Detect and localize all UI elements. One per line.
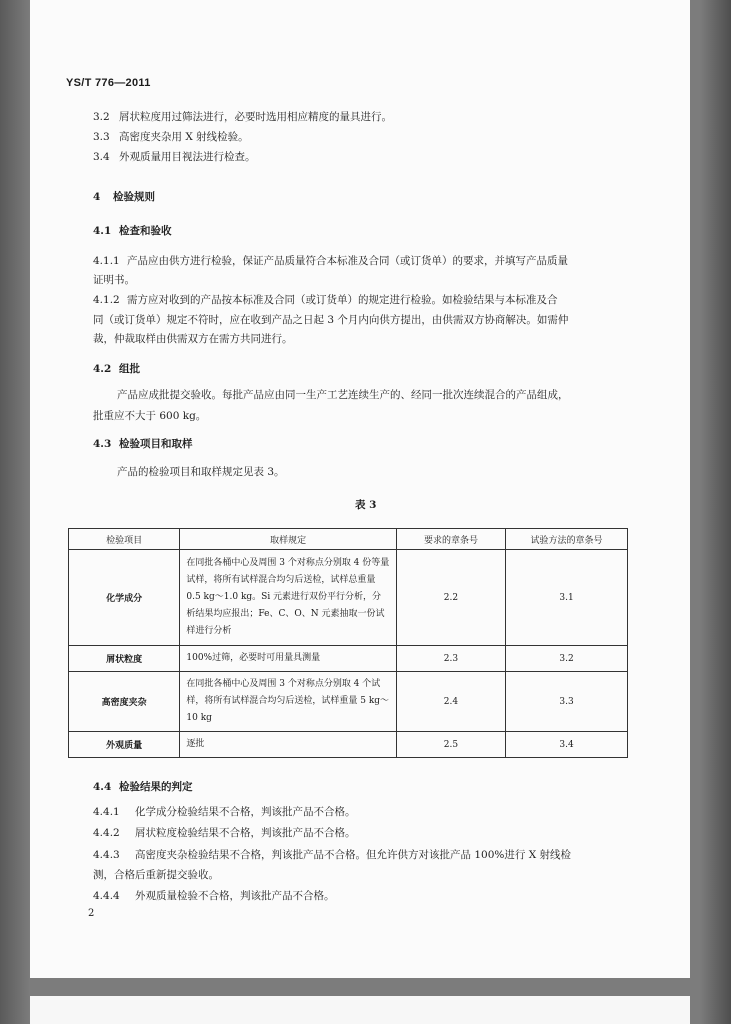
clause-4-1-2-line3: 裁，仲裁取样由供需双方在需方共同进行。 <box>93 333 293 345</box>
section-4-1-heading: 4.1 检查和验收 <box>93 225 172 237</box>
clause-4-3-text: 产品的检验项目和取样规定见表 3。 <box>117 466 285 478</box>
clause-4-1-2-line2: 同（或订货单）规定不符时，应在收到产品之日起 3 个月内向供方提出，由供需双方协商解决。如需仲 <box>93 314 569 326</box>
table-row <box>69 672 628 732</box>
cell-item: 化学成分 <box>69 550 180 646</box>
cell-method: 3.2 <box>506 646 628 672</box>
cell-clause: 2.3 <box>396 646 505 672</box>
cell-method: 3.1 <box>506 550 628 646</box>
cell-item: 高密度夹杂 <box>69 672 180 732</box>
clause-3-4: 3.4 外观质量用目视法进行检查。 <box>93 151 256 163</box>
table-caption: 表 3 <box>355 499 377 511</box>
clause-4-1-1-line1: 4.1.1 产品应由供方进行检验，保证产品质量符合本标准及合同（或订货单）的要求，并填写产品质量 <box>93 255 568 267</box>
next-page-edge <box>30 996 690 1024</box>
cell-item: 屑状粒度 <box>69 646 180 672</box>
clause-4-2-line1: 产品应成批提交验收。每批产品应由同一生产工艺连续生产的、经同一批次连续混合的产品组成， <box>117 389 569 401</box>
table-header-row <box>69 529 628 550</box>
clause-3-3: 3.3 高密度夹杂用 X 射线检验。 <box>93 131 249 143</box>
inspection-table <box>68 528 628 758</box>
page-number: 2 <box>88 908 95 919</box>
table-row <box>69 732 628 758</box>
cell-clause: 2.2 <box>396 550 505 646</box>
clause-4-4-1: 4.4.1 化学成分检验结果不合格，判该批产品不合格。 <box>93 806 356 818</box>
clause-4-4-4: 4.4.4 外观质量检验不合格，判该批产品不合格。 <box>93 890 335 902</box>
clause-4-4-3-line1: 4.4.3 高密度夹杂检验结果不合格，判该批产品不合格。但允许供方对该批产品 100%进行 X 射线检 <box>93 849 572 861</box>
clause-4-1-2-line1: 4.1.2 需方应对收到的产品按本标准及合同（或订货单）的规定进行检验。如检验结果与本标准及合 <box>93 294 558 306</box>
section-4-3-heading: 4.3 检验项目和取样 <box>93 438 193 450</box>
cell-sampling: 在同批各桶中心及周围 3 个对称点分别取 4 个试样，将所有试样混合均匀后送检，试样重量 5 kg～10 kg <box>180 672 396 732</box>
cell-method: 3.3 <box>506 672 628 732</box>
header-requirement-clause: 要求的章条号 <box>396 529 505 550</box>
section-4-4-heading: 4.4 检验结果的判定 <box>93 781 193 793</box>
clause-4-4-2: 4.4.2 屑状粒度检验结果不合格，判该批产品不合格。 <box>93 827 356 839</box>
section-4-heading: 4 检验规则 <box>93 191 155 203</box>
section-4-2-heading: 4.2 组批 <box>93 363 140 375</box>
clause-4-4-3-line2: 测，合格后重新提交验收。 <box>93 869 219 881</box>
cell-sampling: 100%过筛，必要时可用量具测量 <box>180 646 396 672</box>
cell-clause: 2.4 <box>396 672 505 732</box>
header-sampling: 取样规定 <box>180 529 396 550</box>
header-method-clause: 试验方法的章条号 <box>506 529 628 550</box>
header-item: 检验项目 <box>69 529 180 550</box>
clause-4-1-1-line2: 证明书。 <box>93 274 135 286</box>
table-row <box>69 550 628 646</box>
clause-4-2-line2: 批重应不大于 600 kg。 <box>93 410 207 422</box>
standard-code-header: YS/T 776—2011 <box>66 77 151 89</box>
cell-item: 外观质量 <box>69 732 180 758</box>
clause-3-2: 3.2 屑状粒度用过筛法进行，必要时选用相应精度的量具进行。 <box>93 111 392 123</box>
cell-clause: 2.5 <box>396 732 505 758</box>
cell-sampling: 在同批各桶中心及周围 3 个对称点分别取 4 份等量试样，将所有试样混合均匀后送检，试样总重量 0.5 kg～1.0 kg。Si 元素进行双份平行分析，分析结果均应报出；Fe、C、O、N 元素抽取一份试样进行分析 <box>180 550 396 646</box>
cell-sampling: 逐批 <box>180 732 396 758</box>
cell-method: 3.4 <box>506 732 628 758</box>
table-row <box>69 646 628 672</box>
